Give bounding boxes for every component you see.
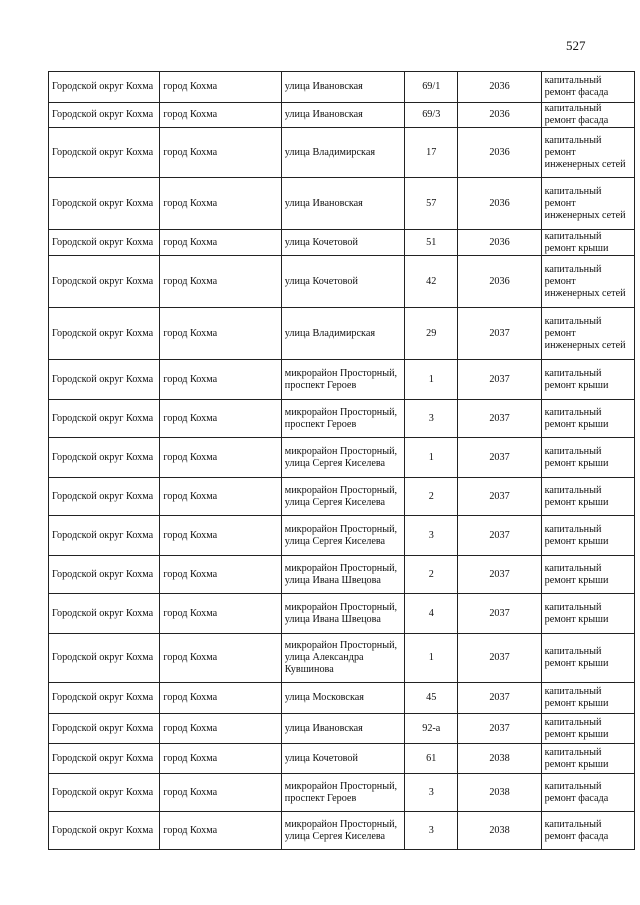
cell-municipality: Городской округ Кохма — [49, 438, 160, 478]
cell-work-type: капитальный ремонт крыши — [541, 400, 634, 438]
cell-house-number: 3 — [405, 516, 458, 556]
cell-locality: город Кохма — [160, 744, 281, 774]
cell-year: 2037 — [458, 634, 541, 683]
table-row — [49, 400, 635, 438]
cell-work-type: капитальный ремонт фасада — [541, 774, 634, 812]
cell-work-type: капитальный ремонт фасада — [541, 103, 634, 128]
cell-house-number: 17 — [405, 128, 458, 178]
cell-municipality: Городской округ Кохма — [49, 400, 160, 438]
table-row — [49, 634, 635, 683]
table-row — [49, 72, 635, 103]
cell-house-number: 61 — [405, 744, 458, 774]
table-row — [49, 812, 635, 850]
cell-year: 2037 — [458, 360, 541, 400]
cell-work-type: капитальный ремонт инженерных сетей — [541, 178, 634, 230]
cell-locality: город Кохма — [160, 812, 281, 850]
cell-street: микрорайон Просторный, улица Сергея Киселева — [281, 812, 404, 850]
cell-year: 2037 — [458, 594, 541, 634]
cell-house-number: 1 — [405, 360, 458, 400]
page-number: 527 — [566, 38, 586, 53]
table-row — [49, 774, 635, 812]
cell-street: микрорайон Просторный, улица Сергея Киселева — [281, 478, 404, 516]
table-row — [49, 744, 635, 774]
cell-year: 2036 — [458, 128, 541, 178]
table-row — [49, 478, 635, 516]
cell-house-number: 3 — [405, 774, 458, 812]
cell-municipality: Городской округ Кохма — [49, 556, 160, 594]
table-row — [49, 178, 635, 230]
cell-year: 2036 — [458, 178, 541, 230]
table-row — [49, 256, 635, 308]
cell-year: 2036 — [458, 103, 541, 128]
cell-year: 2037 — [458, 438, 541, 478]
cell-municipality: Городской округ Кохма — [49, 774, 160, 812]
cell-work-type: капитальный ремонт крыши — [541, 478, 634, 516]
cell-street: микрорайон Просторный, улица Ивана Швецова — [281, 594, 404, 634]
cell-street: микрорайон Просторный, улица Сергея Киселева — [281, 438, 404, 478]
cell-locality: город Кохма — [160, 478, 281, 516]
cell-work-type: капитальный ремонт фасада — [541, 812, 634, 850]
table-row — [49, 683, 635, 714]
cell-locality: город Кохма — [160, 556, 281, 594]
cell-street: микрорайон Просторный, улица Александра Кувшинова — [281, 634, 404, 683]
cell-year: 2036 — [458, 230, 541, 256]
cell-street: улица Кочетовой — [281, 256, 404, 308]
cell-year: 2038 — [458, 744, 541, 774]
cell-work-type: капитальный ремонт инженерных сетей — [541, 256, 634, 308]
cell-municipality: Городской округ Кохма — [49, 256, 160, 308]
table-row — [49, 230, 635, 256]
cell-locality: город Кохма — [160, 308, 281, 360]
cell-locality: город Кохма — [160, 774, 281, 812]
cell-year: 2037 — [458, 400, 541, 438]
cell-house-number: 2 — [405, 478, 458, 516]
table-row — [49, 438, 635, 478]
cell-locality: город Кохма — [160, 400, 281, 438]
cell-house-number: 1 — [405, 438, 458, 478]
cell-locality: город Кохма — [160, 683, 281, 714]
cell-house-number: 2 — [405, 556, 458, 594]
cell-year: 2036 — [458, 72, 541, 103]
cell-house-number: 51 — [405, 230, 458, 256]
cell-street: улица Московская — [281, 683, 404, 714]
cell-house-number: 57 — [405, 178, 458, 230]
cell-street: улица Кочетовой — [281, 230, 404, 256]
cell-municipality: Городской округ Кохма — [49, 594, 160, 634]
cell-street: улица Ивановская — [281, 72, 404, 103]
repair-schedule-table — [48, 71, 635, 850]
cell-house-number: 42 — [405, 256, 458, 308]
cell-street: улица Владимирская — [281, 128, 404, 178]
cell-year: 2038 — [458, 774, 541, 812]
cell-municipality: Городской округ Кохма — [49, 634, 160, 683]
table-row — [49, 556, 635, 594]
cell-locality: город Кохма — [160, 516, 281, 556]
cell-year: 2038 — [458, 812, 541, 850]
cell-street: улица Кочетовой — [281, 744, 404, 774]
cell-year: 2036 — [458, 256, 541, 308]
cell-house-number: 45 — [405, 683, 458, 714]
cell-street: улица Ивановская — [281, 178, 404, 230]
cell-municipality: Городской округ Кохма — [49, 714, 160, 744]
cell-street: микрорайон Просторный, проспект Героев — [281, 400, 404, 438]
cell-year: 2037 — [458, 556, 541, 594]
cell-work-type: капитальный ремонт крыши — [541, 516, 634, 556]
cell-municipality: Городской округ Кохма — [49, 744, 160, 774]
cell-work-type: капитальный ремонт крыши — [541, 360, 634, 400]
cell-house-number: 92-а — [405, 714, 458, 744]
cell-work-type: капитальный ремонт крыши — [541, 714, 634, 744]
cell-municipality: Городской округ Кохма — [49, 72, 160, 103]
cell-work-type: капитальный ремонт крыши — [541, 683, 634, 714]
table-row — [49, 714, 635, 744]
cell-work-type: капитальный ремонт крыши — [541, 230, 634, 256]
cell-house-number: 69/1 — [405, 72, 458, 103]
cell-work-type: капитальный ремонт крыши — [541, 594, 634, 634]
cell-locality: город Кохма — [160, 128, 281, 178]
cell-municipality: Городской округ Кохма — [49, 103, 160, 128]
cell-house-number: 3 — [405, 400, 458, 438]
cell-work-type: капитальный ремонт инженерных сетей — [541, 308, 634, 360]
table-row — [49, 103, 635, 128]
table-body — [49, 72, 635, 850]
cell-street: микрорайон Просторный, улица Ивана Швецова — [281, 556, 404, 594]
table-row — [49, 360, 635, 400]
cell-municipality: Городской округ Кохма — [49, 812, 160, 850]
cell-municipality: Городской округ Кохма — [49, 516, 160, 556]
cell-year: 2037 — [458, 683, 541, 714]
cell-locality: город Кохма — [160, 714, 281, 744]
table-row — [49, 594, 635, 634]
cell-municipality: Городской округ Кохма — [49, 360, 160, 400]
cell-street: микрорайон Просторный, улица Сергея Киселева — [281, 516, 404, 556]
cell-municipality: Городской округ Кохма — [49, 308, 160, 360]
cell-house-number: 29 — [405, 308, 458, 360]
cell-locality: город Кохма — [160, 634, 281, 683]
table-row — [49, 308, 635, 360]
cell-street: улица Владимирская — [281, 308, 404, 360]
cell-work-type: капитальный ремонт крыши — [541, 556, 634, 594]
cell-work-type: капитальный ремонт крыши — [541, 744, 634, 774]
cell-municipality: Городской округ Кохма — [49, 128, 160, 178]
cell-work-type: капитальный ремонт инженерных сетей — [541, 128, 634, 178]
cell-locality: город Кохма — [160, 594, 281, 634]
cell-year: 2037 — [458, 714, 541, 744]
cell-street: улица Ивановская — [281, 103, 404, 128]
cell-locality: город Кохма — [160, 360, 281, 400]
cell-street: микрорайон Просторный, проспект Героев — [281, 360, 404, 400]
cell-municipality: Городской округ Кохма — [49, 683, 160, 714]
cell-locality: город Кохма — [160, 256, 281, 308]
cell-work-type: капитальный ремонт крыши — [541, 438, 634, 478]
cell-work-type: капитальный ремонт фасада — [541, 72, 634, 103]
cell-locality: город Кохма — [160, 178, 281, 230]
cell-locality: город Кохма — [160, 72, 281, 103]
cell-locality: город Кохма — [160, 438, 281, 478]
cell-work-type: капитальный ремонт крыши — [541, 634, 634, 683]
cell-house-number: 3 — [405, 812, 458, 850]
cell-locality: город Кохма — [160, 103, 281, 128]
cell-year: 2037 — [458, 308, 541, 360]
cell-year: 2037 — [458, 516, 541, 556]
cell-street: улица Ивановская — [281, 714, 404, 744]
cell-house-number: 69/3 — [405, 103, 458, 128]
cell-municipality: Городской округ Кохма — [49, 178, 160, 230]
cell-municipality: Городской округ Кохма — [49, 230, 160, 256]
cell-municipality: Городской округ Кохма — [49, 478, 160, 516]
table-row — [49, 516, 635, 556]
cell-house-number: 1 — [405, 634, 458, 683]
cell-locality: город Кохма — [160, 230, 281, 256]
cell-street: микрорайон Просторный, проспект Героев — [281, 774, 404, 812]
cell-house-number: 4 — [405, 594, 458, 634]
table-row — [49, 128, 635, 178]
cell-year: 2037 — [458, 478, 541, 516]
